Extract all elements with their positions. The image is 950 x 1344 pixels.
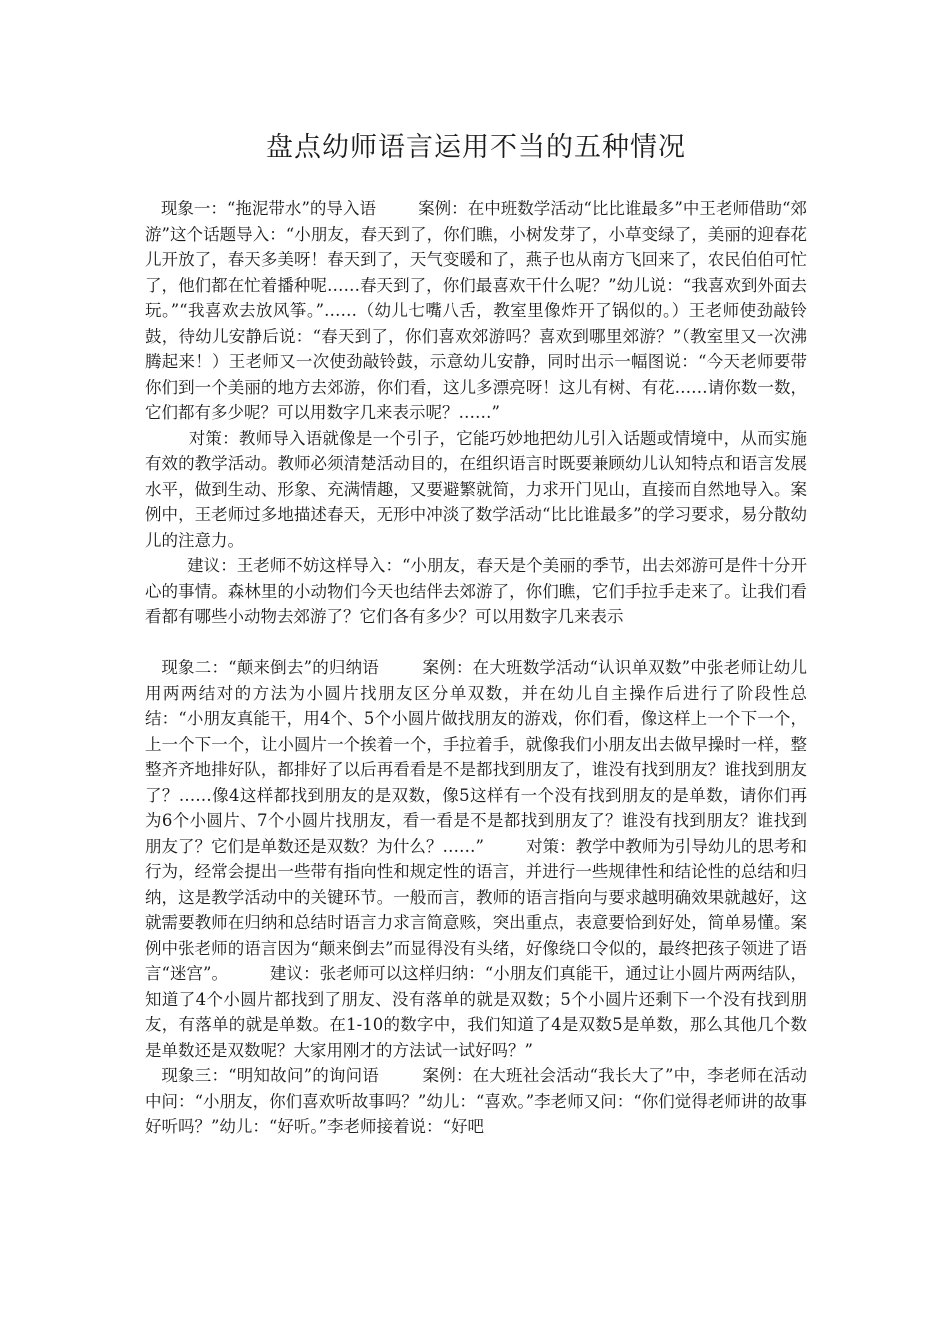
paragraph-phenomenon-two: 现象二：“颠来倒去”的归纳语 案例：在大班数学活动“认识单双数”中张老师让幼儿用两两结对的方法为小圆片找朋友区分单双数，并在幼儿自主操作后进行了阶段性总结：“小朋友真能干，用4个、5个小圆片做找朋友的游戏，你们看，像这样上一个下一个，上一个下一个，让小圆片一个挨着一个，手拉着手，就像我们小朋友出去做早操时一样，整整齐齐地排好队，都排好了以后再看看是不是都找到朋友了，谁没有找到朋友？谁找到朋友了？……像4这样都找到朋友的是双数，像5这样有一个没有找到朋友的是单数，请你们再为6个小圆片、7个小圆片找朋友，看一看是不是都找到朋友了？谁没有找到朋友？谁找到朋友了？它们是单数还是双数？为什么？……” 对策：教学中教师为引导幼儿的思考和行为，经常会提出一些带有指向性和规定性的语言，并进行一些规律性和结论性的总结和归纳，这是教学活动中的关键环节。一般而言，教师的语言指向与要求越明确效果就越好，这就需要教师在归纳和总结时语言力求言简意赅，突出重点，表意要恰到好处，简单易懂。案例中张老师的语言因为“颠来倒去”而显得没有头绪，好像绕口令似的，最终把孩子领进了语言“迷宫”。 建议：张老师可以这样归纳：“小朋友们真能干，通过让小圆片两两结队，知道了4个小圆片都找到了朋友、没有落单的就是双数；5个小圆片还剩下一个没有找到朋友，有落单的就是单数。在1-10的数字中，我们知道了4是双数5是单数，那么其他几个数是单数还是双数呢？大家用刚才的方法试一试好吗？”	[145, 658, 807, 1060]
paragraph-strategy-one: 对策：教师导入语就像是一个引子，它能巧妙地把幼儿引入话题或情境中，从而实施有效的教学活动。教师必须清楚活动目的，在组织语言时既要兼顾幼儿认知特点和语言发展水平，做到生动、形象、充满情趣，又要避繁就简，力求开门见山，直接而自然地导入。案例中，王老师过多地描述春天，无形中冲淡了数学活动“比比谁最多”的学习要求，易分散幼儿的注意力。	[145, 428, 808, 550]
document-title: 盘点幼师语言运用不当的五种情况	[266, 132, 686, 163]
paragraph-phenomenon-one: 现象一：“拖泥带水”的导入语 案例：在中班数学活动“比比谁最多”中王老师借助“郊游”这个话题导入：“小朋友，春天到了，你们瞧，小树发芽了，小草变绿了，美丽的迎春花儿开放了，春天多美呀！春天到了，天气变暖和了，燕子也从南方飞回来了，农民伯伯可忙了，他们都在忙着播种呢……春天到了，你们最喜欢干什么呢？”幼儿说：“我喜欢到外面去玩。”“我喜欢去放风筝。”……（幼儿七嘴八舌，教室里像炸开了锅似的。）王老师使劲敲铃鼓，待幼儿安静后说：“春天到了，你们喜欢郊游吗？喜欢到哪里郊游？”（教室里又一次沸腾起来！）王老师又一次使劲敲铃鼓，示意幼儿安静，同时出示一幅图说：“今天老师要带你们到一个美丽的地方去郊游，你们看，这儿多漂亮呀！这儿有树、有花……请你数一数，它们都有多少呢？可以用数字几来表示呢？……”	[145, 199, 807, 422]
paragraph-suggestion-one: 建议：王老师不妨这样导入：“小朋友，春天是个美丽的季节，出去郊游可是件十分开心的事情。森林里的小动物们今天也结伴去郊游了，你们瞧，它们手拉手走来了。让我们看看都有哪些小动物去郊游了？它们各有多少？可以用数字几来表示	[145, 556, 807, 626]
paragraph-phenomenon-three: 现象三：“明知故问”的询问语 案例：在大班社会活动“我长大了”中，李老师在活动中问：“小朋友，你们喜欢听故事吗？”幼儿：“喜欢。”李老师又问：“你们觉得老师讲的故事好听吗？”幼儿：“好听。”李老师接着说：“好吧	[145, 1066, 807, 1136]
blank-line	[145, 630, 807, 656]
document-body	[145, 196, 807, 1140]
